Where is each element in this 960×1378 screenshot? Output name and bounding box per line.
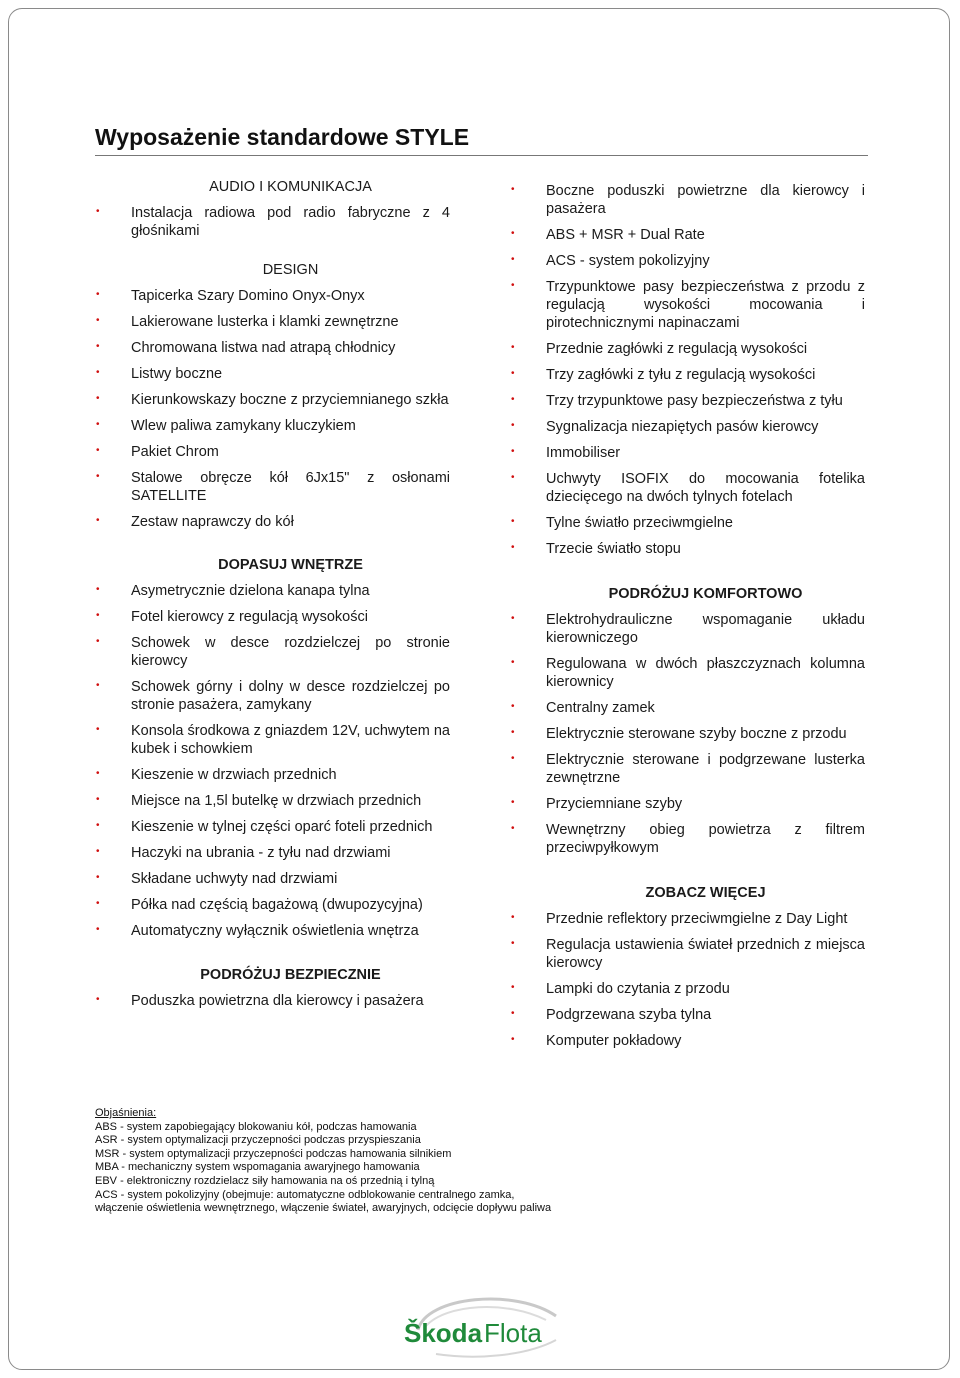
list-item-text: Wlew paliwa zamykany kluczykiem <box>131 418 356 434</box>
list-item-text: Lampki do czytania z przodu <box>546 981 730 997</box>
list-item <box>95 204 450 240</box>
legend-line: MBA - mechaniczny system wspomagania awaryjnego hamowania <box>95 1161 420 1174</box>
bullet-icon: • <box>511 394 515 405</box>
bullet-icon: • <box>96 393 100 404</box>
bullet-icon: • <box>511 542 515 553</box>
list-item <box>95 722 450 758</box>
list-item <box>510 444 865 462</box>
list-item <box>95 287 450 305</box>
list-item-text: ACS - system pokolizyjny <box>546 253 710 269</box>
list-item-text: Miejsce na 1,5l butelkę w drzwiach przednich <box>131 793 422 809</box>
list-item <box>95 513 450 531</box>
list-item-text: Fotel kierowcy z regulacją wysokości <box>131 609 368 625</box>
bullet-icon: • <box>511 823 515 834</box>
list-item <box>95 608 450 626</box>
legend-lines <box>95 1121 551 1216</box>
list-item-text: Regulowana w dwóch płaszczyznach kolumna kierownicy <box>546 656 865 690</box>
audio-list <box>95 204 450 240</box>
list-item-text: Trzy trzypunktowe pasy bezpieczeństwa z tyłu <box>546 393 843 409</box>
bullet-icon: • <box>511 342 515 353</box>
list-item <box>95 792 450 810</box>
bullet-icon: • <box>511 912 515 923</box>
list-item <box>510 418 865 436</box>
bullet-icon: • <box>96 724 100 735</box>
section-heading-comfort: PODRÓŻUJ KOMFORTOWO <box>608 586 803 602</box>
logo-word-flota: Flota <box>484 1318 542 1348</box>
legend <box>95 1107 551 1216</box>
list-item <box>95 365 450 383</box>
bullet-icon: • <box>96 315 100 326</box>
legend-line: ACS - system pokolizyjny (obejmuje: automatyczne odblokowanie centralnego zamka, <box>95 1188 515 1201</box>
bullet-icon: • <box>96 898 100 909</box>
bullet-icon: • <box>96 636 100 647</box>
list-item <box>510 725 865 743</box>
bullet-icon: • <box>511 446 515 457</box>
bullet-icon: • <box>511 613 515 624</box>
list-item-text: Półka nad częścią bagażową (dwupozycyjna) <box>131 897 423 913</box>
list-item <box>510 470 865 506</box>
list-item <box>510 795 865 813</box>
legend-heading: Objaśnienia: <box>95 1107 157 1119</box>
list-item <box>510 699 865 717</box>
bullet-icon: • <box>96 419 100 430</box>
more-list <box>510 910 865 1050</box>
list-item <box>510 611 865 647</box>
section-heading-design: DESIGN <box>262 262 319 278</box>
list-item <box>95 391 450 409</box>
legend-line: EBV - elektroniczny rozdzielacz siły hamowania na oś przednią i tylną <box>95 1174 435 1187</box>
list-item-text: Konsola środkowa z gniazdem 12V, uchwytem na kubek i schowkiem <box>131 723 450 757</box>
list-item <box>510 340 865 358</box>
list-item-text: Kieszenie w tylnej części oparć foteli przednich <box>131 819 433 835</box>
list-item-text: Komputer pokładowy <box>546 1033 682 1049</box>
bullet-icon: • <box>511 472 515 483</box>
list-item-text: Chromowana listwa nad atrapą chłodnicy <box>131 340 396 356</box>
list-item <box>510 910 865 928</box>
list-item-text: Przednie zagłówki z regulacją wysokości <box>546 341 808 357</box>
bullet-icon: • <box>96 445 100 456</box>
section-heading-safety: PODRÓŻUJ BEZPIECZNIE <box>200 967 381 983</box>
list-item <box>95 313 450 331</box>
list-item <box>510 655 865 691</box>
bullet-icon: • <box>96 584 100 595</box>
bullet-icon: • <box>511 753 515 764</box>
bullet-icon: • <box>511 184 515 195</box>
bullet-icon: • <box>96 289 100 300</box>
bullet-icon: • <box>96 924 100 935</box>
list-item-text: Lakierowane lusterka i klamki zewnętrzne <box>131 314 399 330</box>
bullet-icon: • <box>511 1008 515 1019</box>
list-item-text: Tapicerka Szary Domino Onyx-Onyx <box>131 288 365 304</box>
list-item-text: Pakiet Chrom <box>131 444 219 460</box>
bullet-icon: • <box>511 727 515 738</box>
list-item-text: Przednie reflektory przeciwmgielne z Day Light <box>546 911 848 927</box>
list-item <box>95 443 450 461</box>
bullet-icon: • <box>96 206 100 217</box>
list-item-text: Przyciemniane szyby <box>546 796 683 812</box>
title-rule <box>95 155 868 156</box>
list-item-text: Trzecie światło stopu <box>546 541 681 557</box>
list-item-text: Elektrycznie sterowane i podgrzewane lusterka zewnętrzne <box>546 752 865 786</box>
legend-line: MSR - system optymalizacji przyczepności podczas hamowania silnikiem <box>95 1147 452 1160</box>
list-item-text: Stalowe obręcze kół 6Jx15" z osłonami SATELLITE <box>131 470 450 504</box>
list-item-text: Immobiliser <box>546 445 621 461</box>
bullet-icon: • <box>96 515 100 526</box>
list-item <box>510 182 865 218</box>
list-item-text: Instalacja radiowa pod radio fabryczne z 4 głośnikami <box>131 205 450 239</box>
bullet-icon: • <box>96 610 100 621</box>
list-item-text: Wewnętrzny obieg powietrza z filtrem przeciwpyłkowym <box>546 822 865 856</box>
list-item <box>95 922 450 940</box>
list-item-text: Elektrycznie sterowane szyby boczne z przodu <box>546 726 847 742</box>
list-item <box>510 1032 865 1050</box>
bullet-icon: • <box>511 368 515 379</box>
list-item <box>510 1006 865 1024</box>
bullet-icon: • <box>511 938 515 949</box>
list-item <box>510 366 865 384</box>
list-item-text: Centralny zamek <box>546 700 655 716</box>
bullet-icon: • <box>96 768 100 779</box>
right-column <box>510 182 865 1058</box>
list-item-text: Boczne poduszki powietrzne dla kierowcy i pasażera <box>546 183 865 217</box>
list-item <box>95 818 450 836</box>
legend-line: ABS - system zapobiegający blokowaniu kół, podczas hamowania <box>95 1120 417 1133</box>
legend-line: włączenie oświetlenia wewnętrznego, włączenie świateł, awaryjnych, odcięcie dopływu paliwa <box>95 1202 552 1215</box>
list-item-text: Schowek w desce rozdzielczej po stronie kierowcy <box>131 635 450 669</box>
bullet-icon: • <box>511 797 515 808</box>
list-item-text: Listwy boczne <box>131 366 223 382</box>
list-item <box>510 540 865 558</box>
bullet-icon: • <box>511 254 515 265</box>
design-list <box>95 287 450 531</box>
list-item-text: Automatyczny wyłącznik oświetlenia wnętrza <box>131 923 419 939</box>
bullet-icon: • <box>96 846 100 857</box>
list-item <box>95 992 450 1010</box>
safety-list-right <box>510 182 865 558</box>
legend-line: ASR - system optymalizacji przyczepności podczas przyspieszania <box>95 1134 421 1147</box>
bullet-icon: • <box>96 367 100 378</box>
list-item-text: Schowek górny i dolny w desce rozdzielczej po stronie pasażera, zamykany <box>131 679 450 713</box>
list-item <box>95 896 450 914</box>
bullet-icon: • <box>96 680 100 691</box>
list-item <box>95 678 450 714</box>
list-item-text: Poduszka powietrzna dla kierowcy i pasażera <box>131 993 424 1009</box>
left-column <box>95 178 450 1018</box>
list-item <box>95 469 450 505</box>
list-item-text: Kierunkowskazy boczne z przyciemnianego szkła <box>131 392 449 408</box>
list-item <box>95 766 450 784</box>
list-item-text: Składane uchwyty nad drzwiami <box>131 871 338 887</box>
list-item <box>95 844 450 862</box>
list-item-text: Trzypunktowe pasy bezpieczeństwa z przodu z regulacją wysokości mocowania i pirotechnicznymi napinaczami <box>546 279 865 331</box>
bullet-icon: • <box>511 1034 515 1045</box>
bullet-icon: • <box>511 701 515 712</box>
list-item <box>510 252 865 270</box>
bullet-icon: • <box>96 994 100 1005</box>
list-item-text: Podgrzewana szyba tylna <box>546 1007 712 1023</box>
list-item-text: Uchwyty ISOFIX do mocowania fotelika dziecięcego na dwóch tylnych fotelach <box>546 471 865 505</box>
section-heading-more: ZOBACZ WIĘCEJ <box>645 885 766 901</box>
section-heading-audio: AUDIO I KOMUNIKACJA <box>209 179 372 195</box>
list-item <box>95 634 450 670</box>
bullet-icon: • <box>96 471 100 482</box>
comfort-list <box>510 611 865 857</box>
list-item <box>510 936 865 972</box>
bullet-icon: • <box>96 872 100 883</box>
bullet-icon: • <box>511 228 515 239</box>
skoda-flota-logo <box>396 1290 566 1360</box>
list-item-text: Elektrohydrauliczne wspomaganie układu kierowniczego <box>546 612 865 646</box>
bullet-icon: • <box>96 794 100 805</box>
interior-list <box>95 582 450 940</box>
list-item <box>95 582 450 600</box>
list-item <box>510 751 865 787</box>
bullet-icon: • <box>511 280 515 291</box>
list-item-text: Zestaw naprawczy do kół <box>131 514 294 530</box>
section-heading-interior: DOPASUJ WNĘTRZE <box>218 557 363 573</box>
bullet-icon: • <box>96 341 100 352</box>
list-item <box>510 980 865 998</box>
list-item-text: Haczyki na ubrania - z tyłu nad drzwiami <box>131 845 391 861</box>
bullet-icon: • <box>511 657 515 668</box>
bullet-icon: • <box>511 982 515 993</box>
list-item <box>510 514 865 532</box>
safety-list-left <box>95 992 450 1010</box>
logo-word-skoda: Škoda <box>404 1318 483 1348</box>
bullet-icon: • <box>511 516 515 527</box>
bullet-icon: • <box>511 420 515 431</box>
list-item <box>510 226 865 244</box>
list-item-text: ABS + MSR + Dual Rate <box>546 227 705 243</box>
list-item <box>510 278 865 332</box>
list-item <box>95 417 450 435</box>
list-item-text: Sygnalizacja niezapiętych pasów kierowcy <box>546 419 819 435</box>
list-item-text: Regulacja ustawienia świateł przednich z miejsca kierowcy <box>546 937 865 971</box>
list-item-text: Tylne światło przeciwmgielne <box>546 515 733 531</box>
list-item-text: Asymetrycznie dzielona kanapa tylna <box>131 583 370 599</box>
page-title: Wyposażenie standardowe STYLE <box>95 124 470 150</box>
list-item <box>510 821 865 857</box>
list-item-text: Kieszenie w drzwiach przednich <box>131 767 337 783</box>
list-item <box>510 392 865 410</box>
list-item <box>95 870 450 888</box>
list-item <box>95 339 450 357</box>
bullet-icon: • <box>96 820 100 831</box>
list-item-text: Trzy zagłówki z tyłu z regulacją wysokości <box>546 367 816 383</box>
